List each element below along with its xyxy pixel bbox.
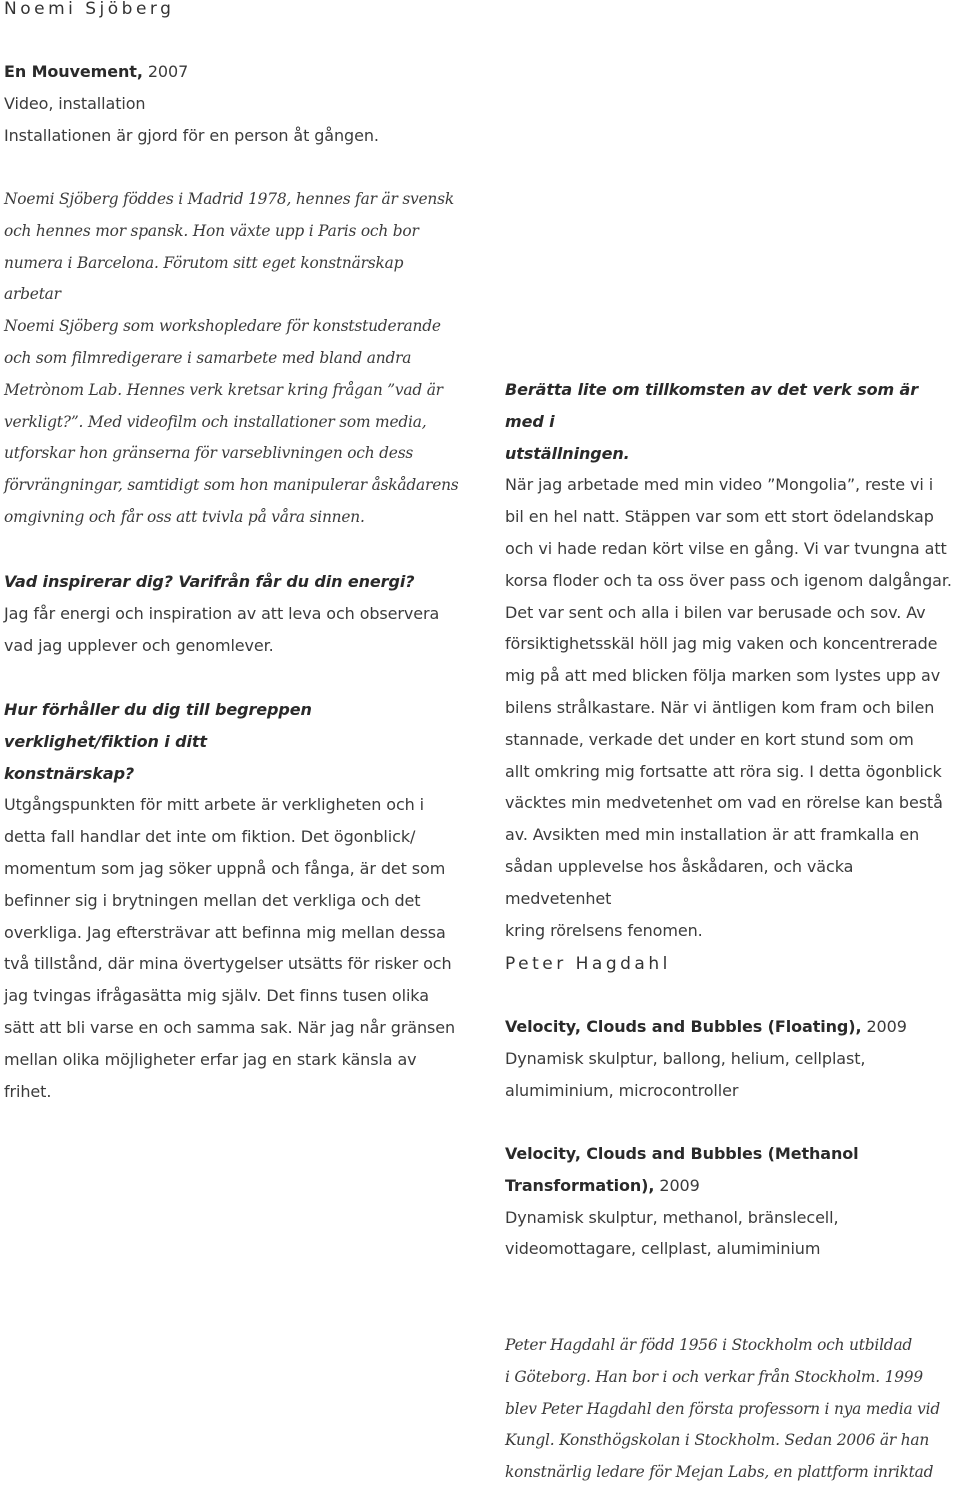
bio-line: och som filmredigerare i samarbete med bland andra [4, 348, 412, 367]
answer-line: av. Avsikten med min installation är att framkalla en [505, 825, 920, 845]
work-info-floating [505, 1011, 960, 1106]
answer-line: kring rörelsens fenomen. [505, 920, 703, 940]
answer-line: försiktighetsskäl höll jag mig vaken och koncentrerade [505, 634, 938, 654]
work-title: Transformation), [505, 1175, 655, 1195]
work-title: Velocity, Clouds and Bubbles (Methanol [505, 1144, 859, 1163]
work-medium: Video, installation [4, 93, 146, 113]
work-medium: Dynamisk skulptur, methanol, bränslecell, [505, 1207, 839, 1227]
question-text: utställningen. [505, 443, 630, 463]
bio-line: Peter Hagdahl är född 1956 i Stockholm och utbildad [505, 1336, 913, 1354]
work-year: 2009 [659, 1175, 700, 1195]
bio-line: omgivning och får oss att tvivla på våra sinnen. [4, 507, 365, 526]
artist-name-peter: Peter Hagdahl [505, 954, 671, 974]
answer-line: och vi hade redan kört vilse en gång. Vi var tvungna att [505, 538, 947, 558]
answer-line: bilens strålkastare. När vi äntligen kom fram och bilen [505, 697, 935, 717]
interview-q1 [4, 566, 464, 661]
artist-bio-peter [505, 1330, 960, 1489]
answer-line: Jag får energi och inspiration av att leva och observera [4, 603, 440, 623]
work-info-en-mouvement [4, 56, 464, 151]
answer-line: När jag arbetade med min video ”Mongolia”, reste vi i [505, 475, 934, 495]
answer-line: mellan olika möjligheter erfar jag en stark känsla av frihet. [4, 1049, 417, 1101]
bio-line: utforskar hon gränserna för varseblivningen och dess [4, 444, 414, 463]
answer-line: sätt att bli varse en och samma sak. När jag når gränsen [4, 1017, 456, 1037]
question-text: Vad inspirerar dig? Varifrån får du din energi? [4, 572, 415, 591]
bio-line: förvrängningar, samtidigt som hon manipulerar åskådarens [4, 476, 459, 495]
answer-line: befinner sig i brytningen mellan det verkliga och det [4, 890, 421, 910]
bio-line: Noemi Sjöberg som workshopledare för konststuderande [4, 317, 441, 336]
answer-line: korsa floder och ta oss över pass och igenom dalgångar. [505, 570, 952, 590]
work-year: 2009 [866, 1017, 907, 1036]
answer-line: stannade, verkade det under en kort stund som om [505, 729, 914, 749]
answer-line: Utgångspunkten för mitt arbete är verkligheten och i [4, 795, 425, 815]
answer-line: bil en hel natt. Stäppen var som ett stort ödelandskap [505, 507, 934, 527]
bio-line: i Göteborg. Han bor i och verkar från Stockholm. 1999 [505, 1367, 923, 1386]
work-title-line [4, 56, 464, 88]
answer-line: Det var sent och alla i bilen var berusade och sov. Av [505, 602, 926, 622]
work-medium: videomottagare, cellplast, alumiminium [505, 1239, 821, 1259]
work-medium: alumiminium, microcontroller [505, 1080, 739, 1100]
bio-line: Noemi Sjöberg föddes i Madrid 1978, hennes far är svensk [4, 190, 454, 208]
bio-line: Kungl. Konsthögskolan i Stockholm. Sedan 2006 är han [505, 1431, 930, 1450]
work-title-line [505, 1011, 960, 1043]
bio-line: numera i Barcelona. Förutom sitt eget konstnärskap arbetar [4, 253, 404, 304]
artist-bio-noemi [4, 184, 464, 534]
bio-line: blev Peter Hagdahl den första professorn i nya media vid [505, 1399, 941, 1418]
bio-line: och hennes mor spansk. Hon växte upp i Paris och bor [4, 221, 419, 240]
answer-line: momentum som jag söker uppnå och fånga, är det som [4, 858, 446, 878]
answer-line: allt omkring mig fortsatte att röra sig. I detta ögonblick [505, 761, 942, 781]
answer-line: sådan upplevelse hos åskådaren, och väcka medvetenhet [505, 856, 854, 908]
answer-line: vad jag upplever och genomlever. [4, 635, 274, 655]
work-medium: Dynamisk skulptur, ballong, helium, cellplast, [505, 1048, 866, 1068]
answer-line: overkliga. Jag eftersträvar att befinna mig mellan dessa [4, 922, 446, 942]
answer-line: detta fall handlar det inte om fiktion. Det ögonblick/ [4, 827, 416, 847]
work-title-line [505, 1170, 960, 1202]
artist-name-noemi: Noemi Sjöberg [4, 0, 175, 19]
question-text: Berätta lite om tillkomsten av det verk som är med i [505, 380, 919, 431]
answer-line: två tillstånd, där mina övertygelser utsätts för risker och [4, 954, 452, 974]
bio-line: verkligt?”. Med videofilm och installationer som media, [4, 412, 427, 431]
work-description: Installationen är gjord för en person åt gången. [4, 125, 379, 145]
work-title: Velocity, Clouds and Bubbles (Floating), [505, 1017, 862, 1036]
answer-line: mig på att med blicken följa marken som lystes upp av [505, 666, 941, 686]
work-year: 2007 [147, 62, 189, 81]
work-title: En Mouvement, [4, 62, 143, 81]
answer-line: jag tvingas ifrågasätta mig själv. Det finns tusen olika [4, 986, 429, 1006]
interview-q3 [505, 374, 960, 946]
answer-line: väcktes min medvetenhet om vad en rörelse kan bestå [505, 793, 943, 813]
bio-line: Metrònom Lab. Hennes verk kretsar kring frågan ”vad är [4, 380, 443, 399]
interview-q2 [4, 694, 464, 1107]
bio-line: konstnärlig ledare för Mejan Labs, en plattform inriktad [505, 1463, 934, 1482]
question-text: Hur förhåller du dig till begreppen verklighet/fiktion i ditt [4, 700, 312, 751]
question-text: konstnärskap? [4, 763, 135, 783]
work-info-methanol [505, 1138, 960, 1265]
